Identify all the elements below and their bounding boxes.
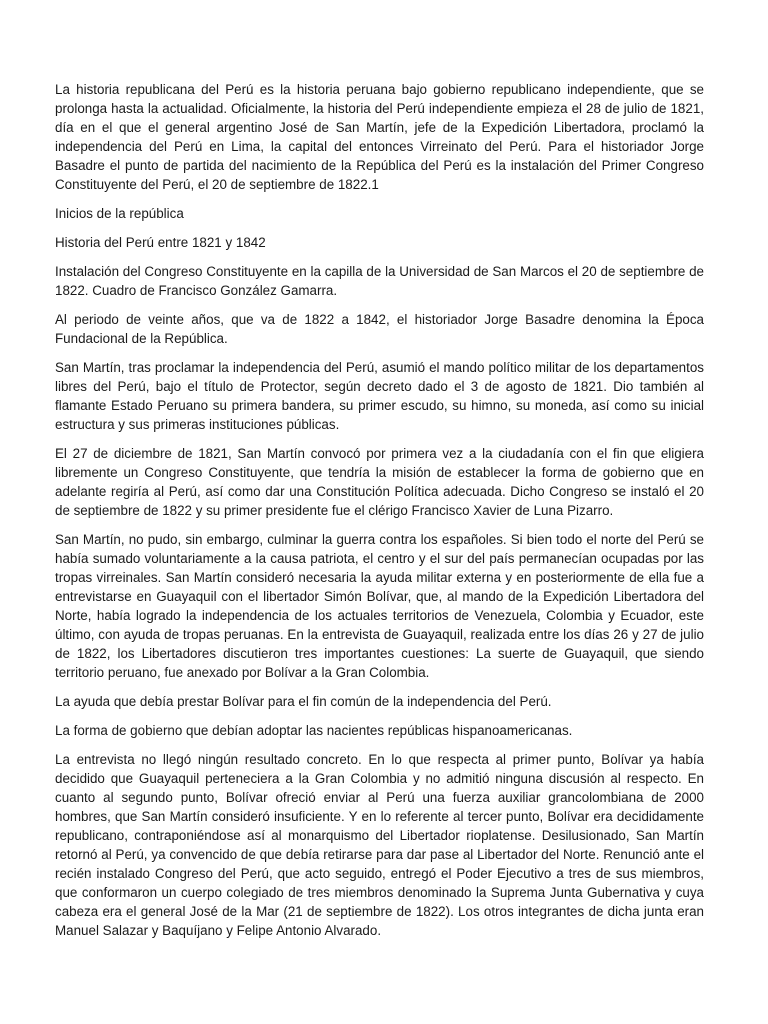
paragraph-congreso: El 27 de diciembre de 1821, San Martín convocó por primera vez a la ciudadanía con el fin que eligiera libremente un Congreso Constituyente, que tendría la misión de establecer la forma de gobierno que en adelante regiría al Perú, así como dar una Constitución Política adecuada. Dicho Congreso se instaló el 20 de septiembre de 1822 y su primer presidente fue el clérigo Francisco Xavier de Luna Pizarro.	[55, 446, 704, 518]
paragraph-guayaquil: San Martín, no pudo, sin embargo, culminar la guerra contra los españoles. Si bien todo el norte del Perú se había sumado voluntariamente a la causa patriota, el centro y el sur del país permanecían ocupadas por las tropas virreinales. San Martín consideró necesaria la ayuda militar externa y en posteriormente de ella fue a entrevistarse en Guayaquil con el libertador Simón Bolívar, que, al mando de la Expedición Libertadora del Norte, había logrado la independencia de los actuales territorios de Venezuela, Colombia y Ecuador, este último, con ayuda de tropas peruanas. En la entrevista de Guayaquil, realizada entre los días 26 y 27 de julio de 1822, los Libertadores discutieron tres importantes cuestiones: La suerte de Guayaquil, que siendo territorio peruano, fue anexado por Bolívar a la Gran Colombia.	[55, 532, 704, 680]
paragraph-entrevista-resultado: La entrevista no llegó ningún resultado concreto. En lo que respecta al primer punto, Bolívar ya había decidido que Guayaquil perteneciera a la Gran Colombia y no admitió ninguna discusión al respecto. En cuanto al segundo punto, Bolívar ofreció enviar al Perú una fuerza auxiliar grancolombiana de 2000 hombres, que San Martín consideró insuficiente. Y en lo referente al tercer punto, Bolívar era decididamente republicano, contraponiéndose así al monarquismo del Libertador rioplatense. Desilusionado, San Martín retornó al Perú, ya convencido de que debía retirarse para dar pase al Libertador del Norte. Renunció ante el recién instalado Congreso del Perú, que acto seguido, entregó el Poder Ejecutivo a tres de sus miembros, que conformaron un cuerpo colegiado de tres miembros denominado la Suprema Junta Gubernativa y cuya cabeza era el general José de la Mar (21 de septiembre de 1822). Los otros integrantes de dicha junta eran Manuel Salazar y Baquíjano y Felipe Antonio Alvarado.	[55, 752, 704, 938]
heading-inicios-republica: Inicios de la república	[55, 206, 184, 221]
document-page	[55, 80, 704, 950]
heading-historia-1821-1842: Historia del Perú entre 1821 y 1842	[55, 235, 266, 250]
paragraph-forma-gobierno: La forma de gobierno que debían adoptar las nacientes repúblicas hispanoamericanas.	[55, 723, 573, 738]
paragraph-intro: La historia republicana del Perú es la historia peruana bajo gobierno republicano independiente, que se prolonga hasta la actualidad. Oficialmente, la historia del Perú independiente empieza el 28 de julio de 1821, día en el que el general argentino José de San Martín, jefe de la Expedición Libertadora, proclamó la independencia del Perú en Lima, la capital del entonces Virreinato del Perú. Para el historiador Jorge Basadre el punto de partida del nacimiento de la República del Perú es la instalación del Primer Congreso Constituyente del Perú, el 20 de septiembre de 1822.1	[55, 82, 704, 192]
paragraph-protector: San Martín, tras proclamar la independencia del Perú, asumió el mando político militar de los departamentos libres del Perú, bajo el título de Protector, según decreto dado el 3 de agosto de 1821. Dio también al flamante Estado Peruano su primera bandera, su primer escudo, su himno, su moneda, así como su inicial estructura y sus primeras instituciones públicas.	[55, 360, 704, 432]
paragraph-image-caption: Instalación del Congreso Constituyente en la capilla de la Universidad de San Marcos el 20 de septiembre de 1822. Cuadro de Francisco González Gamarra.	[55, 264, 704, 298]
paragraph-epoca-fundacional: Al periodo de veinte años, que va de 1822 a 1842, el historiador Jorge Basadre denomina la Época Fundacional de la República.	[55, 312, 704, 346]
paragraph-ayuda-bolivar: La ayuda que debía prestar Bolívar para el fin común de la independencia del Perú.	[55, 694, 552, 709]
